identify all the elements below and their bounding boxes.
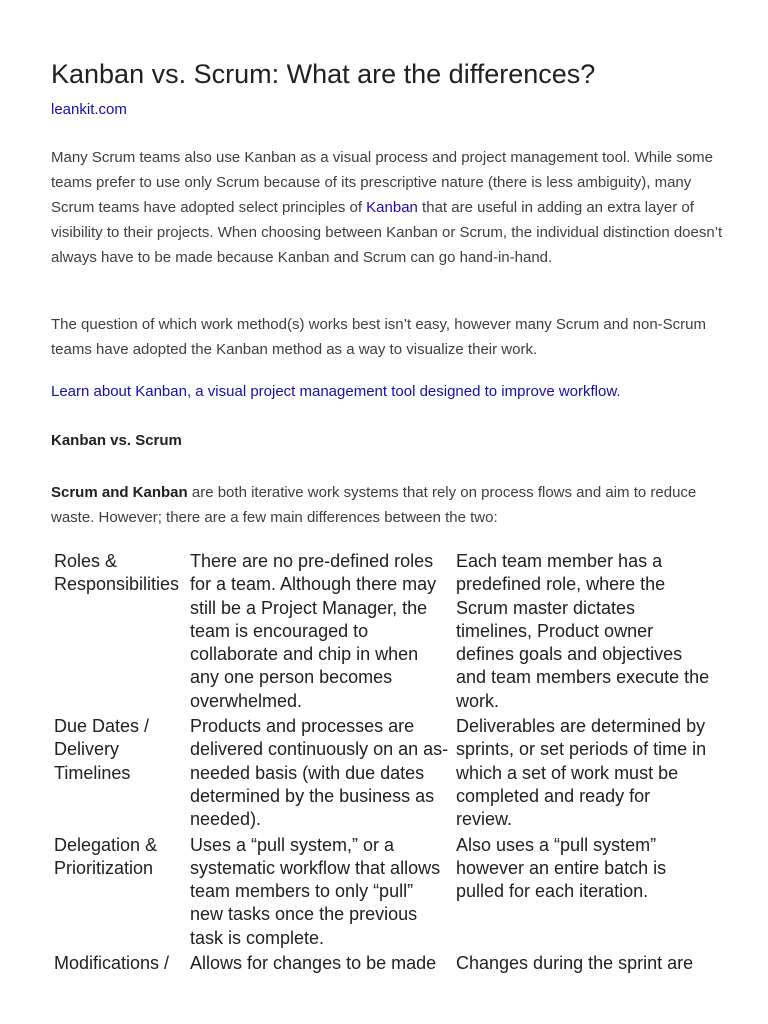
comparison-table xyxy=(51,550,714,977)
aspect-cell: Modifications / xyxy=(54,953,170,974)
kanban-cell: Products and processes are delivered continuously on an as-needed basis (with due dates determined by the business as needed). xyxy=(190,716,449,830)
table-row xyxy=(51,715,714,833)
scrum-cell: Deliverables are determined by sprints, or set periods of time in which a set of work must be completed and ready for review. xyxy=(456,716,707,830)
article-title: Kanban vs. Scrum: What are the differences? xyxy=(51,59,596,89)
intro-paragraph xyxy=(51,145,731,270)
intro-text-part1: Many Scrum teams also use Kanban as a visual process and project management tool. While some teams prefer to use only Scrum because of its prescriptive nature (there is less ambiguity), many Scrum teams have adopted select principles of xyxy=(51,149,713,216)
comparison-intro-bold: Scrum and Kanban xyxy=(51,484,188,501)
learn-about-kanban-link[interactable]: Learn about Kanban, a visual project management tool designed to improve workflow. xyxy=(51,383,621,400)
section-heading: Kanban vs. Scrum xyxy=(51,432,182,449)
table-row xyxy=(51,550,714,715)
aspect-cell: Due Dates / Delivery Timelines xyxy=(54,716,150,783)
kanban-cell: Uses a “pull system,” or a systematic workflow that allows team members to only “pull” new tasks once the previous task is complete. xyxy=(190,834,441,948)
table-row xyxy=(51,834,714,952)
source-link[interactable]: leankit.com xyxy=(51,101,127,118)
scrum-cell: Also uses a “pull system” however an entire batch is pulled for each iteration. xyxy=(456,834,667,902)
table-row xyxy=(51,952,714,977)
kanban-cell: Allows for changes to be made xyxy=(190,953,437,974)
aspect-cell: Delegation & Prioritization xyxy=(54,834,158,878)
kanban-link[interactable]: Kanban xyxy=(366,199,418,216)
scrum-cell: Each team member has a predefined role, where the Scrum master dictates timelines, Product owner defines goals and objectives and team members execute the work. xyxy=(456,551,710,711)
scrum-cell: Changes during the sprint are xyxy=(456,953,694,974)
kanban-cell: There are no pre-defined roles for a team. Although there may still be a Project Manager, the team is encouraged to collaborate and chip in when any one person becomes overwhelmed. xyxy=(190,551,437,711)
comparison-intro-paragraph xyxy=(51,480,731,530)
second-paragraph: The question of which work method(s) works best isn’t easy, however many Scrum and non-Scrum teams have adopted the Kanban method as a way to visualize their work. xyxy=(51,316,706,358)
comparison-intro-text: are both iterative work systems that rely on process flows and aim to reduce waste. However; there are a few main differences between the two: xyxy=(51,484,697,526)
aspect-cell: Roles & Responsibilities xyxy=(54,551,180,595)
intro-text-part2: that are useful in adding an extra layer of visibility to their projects. When choosing between Kanban or Scrum, the individual distinction doesn’t always have to be made because Kanban and Scrum can go hand-in-hand. xyxy=(51,199,723,266)
